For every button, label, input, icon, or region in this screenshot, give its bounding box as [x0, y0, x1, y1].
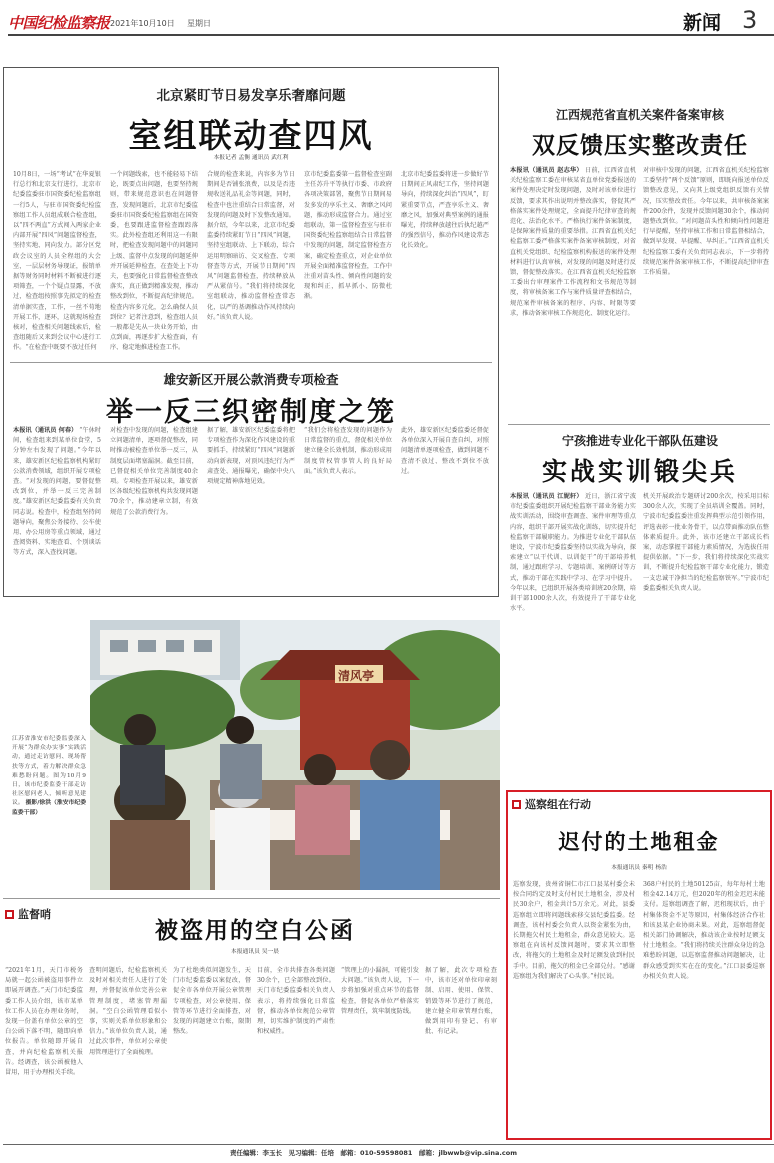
- photo-illustration: [90, 620, 500, 890]
- gongyu-byline: 本报通讯员 吴一晨: [230, 949, 280, 955]
- xiongan-title: 举一反三织密制度之笼: [106, 397, 396, 428]
- footer-rule: [3, 1144, 774, 1145]
- photo-caption: [12, 735, 86, 885]
- page-number: 3: [742, 6, 758, 34]
- gongyu-col-6: 据了解，此次专项检查中，该市还对单位印章刻制、启用、使用、保管、销毁等环节进行了规范，建立健全印章管理台账，做到用印有登记、有审批、有记录。: [425, 967, 497, 1036]
- xiongan-col-1: [13, 426, 101, 590]
- gongyu-col-2: 查明问题后，纪检监察机关及时对相关责任人进行了处理，并督促该单位完善公章管理制度，堵塞管理漏洞。“空白公函管理看似小事，实则关系单位形象和公信力。”该单位负责人说，通过此次事件，单位对公章使用管理进行了全面梳理。: [89, 967, 167, 1056]
- photo-sign-text: 清风亭: [338, 669, 375, 683]
- footer-text: 责任编辑：李玉长 见习编辑：任培 邮箱：010-59598081 邮箱：jlbwwb@vip.sina.com: [230, 1149, 517, 1157]
- beijing-col-4: 京市纪委监委第一监督检查室副主任苏升平等执行市委、市政府各项决策部署，聚焦节日期间易发多发的享乐主义、奢靡之风问题，推动形成监督合力。通过室组联动，第一监督检查室与驻市国资委纪检监察组结合日常监督中发现的问题，制定监督检查方案，确定检查重点，对企业单位开展全面精准监督检查，工作中注重对苗头性、倾向性问题的发现和纠正，抓早抓小、防微杜渐。: [304, 171, 392, 301]
- zujin-byline: 本报通讯员 秦明 杨浩: [611, 865, 667, 871]
- xiongan-col-5: 此外，雄安新区纪委监委还督促各单位深入开展自查自纠，对照问题清单逐项检查，做到问题不查清不放过、整改不到位不放过。: [401, 427, 489, 475]
- kicker-square-icon: [512, 800, 521, 809]
- issue-date: 2021年10月10日: [110, 19, 175, 28]
- jiangxi-subtitle: 江西规范省直机关案件备案审核: [555, 108, 724, 122]
- ningbo-col-1-text: 近日，浙江省宁波市纪委监委组织开展纪检监察干部业务能力实战实训活动，围绕审查调查、案件审理等重点内容，组织干部开展实战化训练，切实提升纪检监察干部履职能力。为推进专业化干部队伍建设，宁波市纪委监委坚持以实战为导向，探索建立“以干代训、以训促干”的干部培养机制，通过跟班学习、专题培训、案例研讨等方式，推动干部在实践中学习、在学习中提升。今年以来，已组织开展各类培训班20余期，培训干部1000余人次，有效提升了干部专业化水平。: [510, 493, 636, 613]
- jiangxi-col-1-text: 日前，江西省直机关纪检监察工委在审核某省直单位党委报送的案件处理决定时发现问题，及时对该单位进行反馈，要求其作出说明并整改落实，督促其严格落实案件处理规定，全面提升纪律审查的规范化、法治化水平。严格执行案件备案制度，是保障案件质量的重要举措。江西省直机关纪检监察工委严格落实案件备案审核制度，对省直机关党组织、纪检监察机构报送的案件处理材料进行认真审核，对发现的问题及时进行反馈，督促整改落实。在江西省直机关纪检监察工委出台审理案件工作流程和文书规范等制度，将审核备案工作与案件质量评查相结合，规范案件审核备案的程序、内容、时限等要求，推动备案审核工作规范化、制度化运行。: [510, 167, 636, 317]
- masthead: [0, 0, 774, 50]
- gongyu-col-1: “2021年1月，天门市税务局就一起公函被盗用事件立即展开调查。”天门市纪委监委工作人员介绍，该市某单位工作人员在办理业务时，发现一份盖有单位公章的空白公函下落不明，随即向单位报告。单位随即开展自查，并向纪检监察机关报告。经调查，该公函被他人冒用，用于办理相关手续。: [5, 967, 83, 1077]
- gongyu-kicker-label: 监督哨: [18, 908, 51, 921]
- beijing-byline: 本报记者 孟衡 通讯员 武红利: [213, 155, 289, 161]
- beijing-title: 室组联动查四风: [128, 116, 374, 155]
- gongyu-col-3: 为了杜绝类似问题发生，天门市纪委监委以案促改，督促全市各单位开展公章管理专项检查，对公章使用、保管等环节进行全面排查，对发现的问题建立台账，限期整改。: [173, 967, 251, 1036]
- zujin-col-2: 368户村民的土地50125亩，每年每村土地租金42.14万元，但2020年的租金迟迟未能支付。巡察组调查了解，迟租现状后，由于村集体资金不足等原因，村集体经济合作社和该县某企业协商未果。对此，巡察组督促相关部门协调解决，推动该企业按时足额支付土地租金。“我们将持续关注群众身边的急难愁盼问题，以巡察监督推动问题解决，让群众感受到实实在在的变化。”江口县委巡察办相关负责人说。: [643, 881, 765, 980]
- beijing-col-1: 10月8日，一场“考试”在华夏银行总行和北京支行进行，北京市纪委监委驻市国资委纪检监察组一行5人，与驻市国资委纪检监察组工作人员组成联合检查组，以“四不两直”方式闯入两家企业内部开展“四风”问题监督检查，坚持实地、同向发力。部分区党政会议室的人员全程组的大会室，一层层材务导现证，报销单据等财务同时材料不断被进行逐项筛查，一个个疑点显露，不放过，检查组按照事先拟定的检查清单据实查，工作，一丝不苟地开展工作，逐环，这就现场检查核对，检查相关问题线索后，检查组随后又来到会议中心进行工作。“在检查中既要不放过任何: [13, 171, 101, 352]
- newspaper-logo: 中国纪检监察报: [8, 14, 110, 32]
- photo-caption-text: 江苏省淮安市纪委监委深入开展“为群众办实事”实践活动，通过走访慰问、现场帮扶等方式，着力解决群众急难愁盼问题。图为10月9日，该市纪委监委干部走访社区慰问老人，倾听意见建议。: [12, 736, 86, 807]
- xiongan-byline: 本报讯（通讯员 何春）: [13, 427, 78, 434]
- jiangxi-byline: 本报讯（通讯员 赵志华）: [510, 167, 583, 174]
- gongyu-title: 被盗用的空白公函: [155, 917, 355, 944]
- zujin-kicker: [512, 796, 591, 812]
- news-photo: [90, 620, 500, 890]
- ningbo-title: 实战实训锻尖兵: [541, 457, 738, 486]
- beijing-col-3: 合规的检查来说，内容多为节日期间是否铺张浪费，以及是否违规收送礼品礼金等问题，同时，检查中也注重结合日常监督，对发现的问题及时下发整改通知。据介绍，今年以来，北京市纪委监委持续紧盯节日“四风”问题，坚持室组联动、上下联动，综合运用明察暗访、交叉检查、专项督查等方式，开展节日期间“四风”问题监督检查，持续释放从严从紧信号。“我们将持续深化室组联动，推动监督检查常态化，以严的基调推动作风持续向好。”该负责人说。: [207, 171, 295, 321]
- ningbo-divider: [508, 424, 770, 425]
- beijing-col-2: 一个问题线索，也不能轻易下结论，既要点出问题，也要坚持规则，带来规范意识也在问题督查，发现问题后，北京市纪委监委驻市国资委纪检监察组在国资委，也要跟进监督检查跟踪落实。此外检查组还利用这一有限时，把检查发现问题中的问题同上级、监督中点发现的问题延伸并开展延伸检查，在查处上下功夫，也要强化日常监督检查整改落实，真正做到精准发现，推动整改到位，不断提高纪律规范。检查内容多元化，怎么确保人员到位？记者注意到，检查组人员一般都是先从一块业务开始，由点到面，再逐步扩大检查面，有序、稳定地推进检查工作。: [110, 171, 198, 352]
- kicker-square-icon: [5, 910, 14, 919]
- gongyu-col-4: 目前，全市共排查各类问题30余个，已全部整改到位。天门市纪委监委相关负责人表示，将持续强化日常监督，推动各单位规范公章管理，切实维护制度的严肃性和权威性。: [257, 967, 335, 1036]
- gongyu-divider: [3, 898, 500, 899]
- xiongan-divider: [10, 362, 492, 363]
- issue-weekday: 星期日: [187, 19, 211, 28]
- xiongan-col-2: 对检查中发现的问题，检查组建立问题清单，逐项督促整改，同时推动被检查单位举一反三，从制度层面堵塞漏洞。截至目前，已督促相关单位完善制度40余项。专项检查开展以来，雄安新区各级纪检监察机构共发现问题70余个，推动建章立制，有效规范了公款消费行为。: [110, 427, 198, 516]
- xiongan-col-4: “我们会将检查发现的问题作为日常监督的重点，督促相关单位建立健全长效机制，推动形成用制度管权管事管人的良好局面。”该负责人表示。: [304, 427, 392, 475]
- zujin-kicker-label: 巡察组在行动: [525, 798, 591, 811]
- xiongan-subtitle: 雄安新区开展公款消费专项检查: [163, 372, 339, 387]
- ningbo-col-1: [510, 492, 636, 782]
- jiangxi-title: 双反馈压实整改责任: [532, 132, 748, 159]
- xiongan-col-1-text: “午休时间，检查组来到某单位食堂，5分钟左右发现了问题。”今年以来，雄安新区纪检监察机构紧盯公款消费领域，组织开展专项检查。“对发现的问题，要督促整改到位，并举一反三完善制度。”雄安新区纪委监委有关负责同志说。检查中，检查组坚持问题导向，聚焦公务接待、公车使用、办公用房等重点领域，通过查阅资料、实地查看、个别谈话等方式，深入查找问题。: [13, 427, 101, 557]
- xiongan-col-3: 据了解，雄安新区纪委监委将把专项检查作为深化作风建设的重要抓手，持续紧盯“四风”问题新动向新表现，对顶风违纪行为严肃查处、通报曝光，确保中央八项规定精神落地见效。: [207, 427, 295, 486]
- section-name: 新闻: [683, 12, 722, 34]
- photo-credit: 摄影/徐洪（淮安市纪委监委干部）: [12, 800, 86, 816]
- zujin-col-1: 巡察发现，贵州省铜仁市江口县某村委会未按合同约定及时支付村民土地租金，涉及村民30余户，租金共计5万余元。对此，县委巡察组立即将问题线索移交县纪委监委。经调查，该村村委会负责人以资金紧张为由，长期拖欠村民土地租金，群众意见较大。巡察组在向该村反馈问题时，要求其立即整改，将拖欠的土地租金及时足额发放到村民手中。目前，拖欠的租金已全部兑付。“感谢巡察组为我们解决了心头事。”村民说。: [513, 881, 635, 980]
- jiangxi-col-1: [510, 166, 636, 420]
- ningbo-subtitle: 宁孩推进专业化干部队伍建设: [561, 434, 718, 448]
- ningbo-byline: 本报讯（通讯员 江妮轩）: [510, 493, 583, 500]
- jiangxi-col-2: 对审核中发现的问题，江西省直机关纪检监察工委坚持“两个反馈”原则，即既向报送单位反馈整改意见，又向其上级党组织反馈有关情况，压实整改责任。今年以来，共审核备案案件200余件，发现并反馈问题30余个，推动问题整改到位。“对问题苗头性和倾向性问题进行早提醒，坚持审核工作和日常监督相结合，做到早发现、早提醒、早纠正。”江西省直机关纪检监察工委有关负责同志表示，下一步将持续规范案件备案审核工作，不断提高纪律审查工作质量。: [643, 167, 769, 277]
- masthead-rule: [8, 34, 774, 36]
- gongyu-col-5: “管理上的小漏洞，可能引发大问题。”该负责人说，下一步将加强对重点环节的监督检查，督促各单位严格落实管理责任，筑牢制度防线。: [341, 967, 419, 1015]
- zujin-title: 迟付的土地租金: [558, 829, 720, 854]
- beijing-col-5: 北京市纪委监委将进一步做好节日期间正风肃纪工作，坚持问题导向，持续深化纠治“四风”，盯紧重要节点，严查享乐主义、奢靡之风，加强对典型案例的通报曝光，持续释放越往后执纪越严的强烈信号，推动作风建设常态化长效化。: [401, 171, 489, 250]
- beijing-subtitle: 北京紧盯节日易发享乐奢靡问题: [156, 88, 346, 104]
- ningbo-col-2: 机关开展政治专题研讨200余次，按采用目标300余人次，实现了全员培训全覆盖。同时，宁波市纪委监委注重发挥典型示范引领作用，评选表彰一批业务骨干，以点带面推动队伍整体素质提升。此外，该市还建立干部成长档案，动态掌握干部能力素质情况，为选拔任用提供依据。“下一步，我们将持续深化实战实训，不断提升纪检监察干部专业化能力，锻造一支忠诚干净担当的纪检监察铁军。”宁波市纪委监委相关负责人说。: [643, 493, 769, 592]
